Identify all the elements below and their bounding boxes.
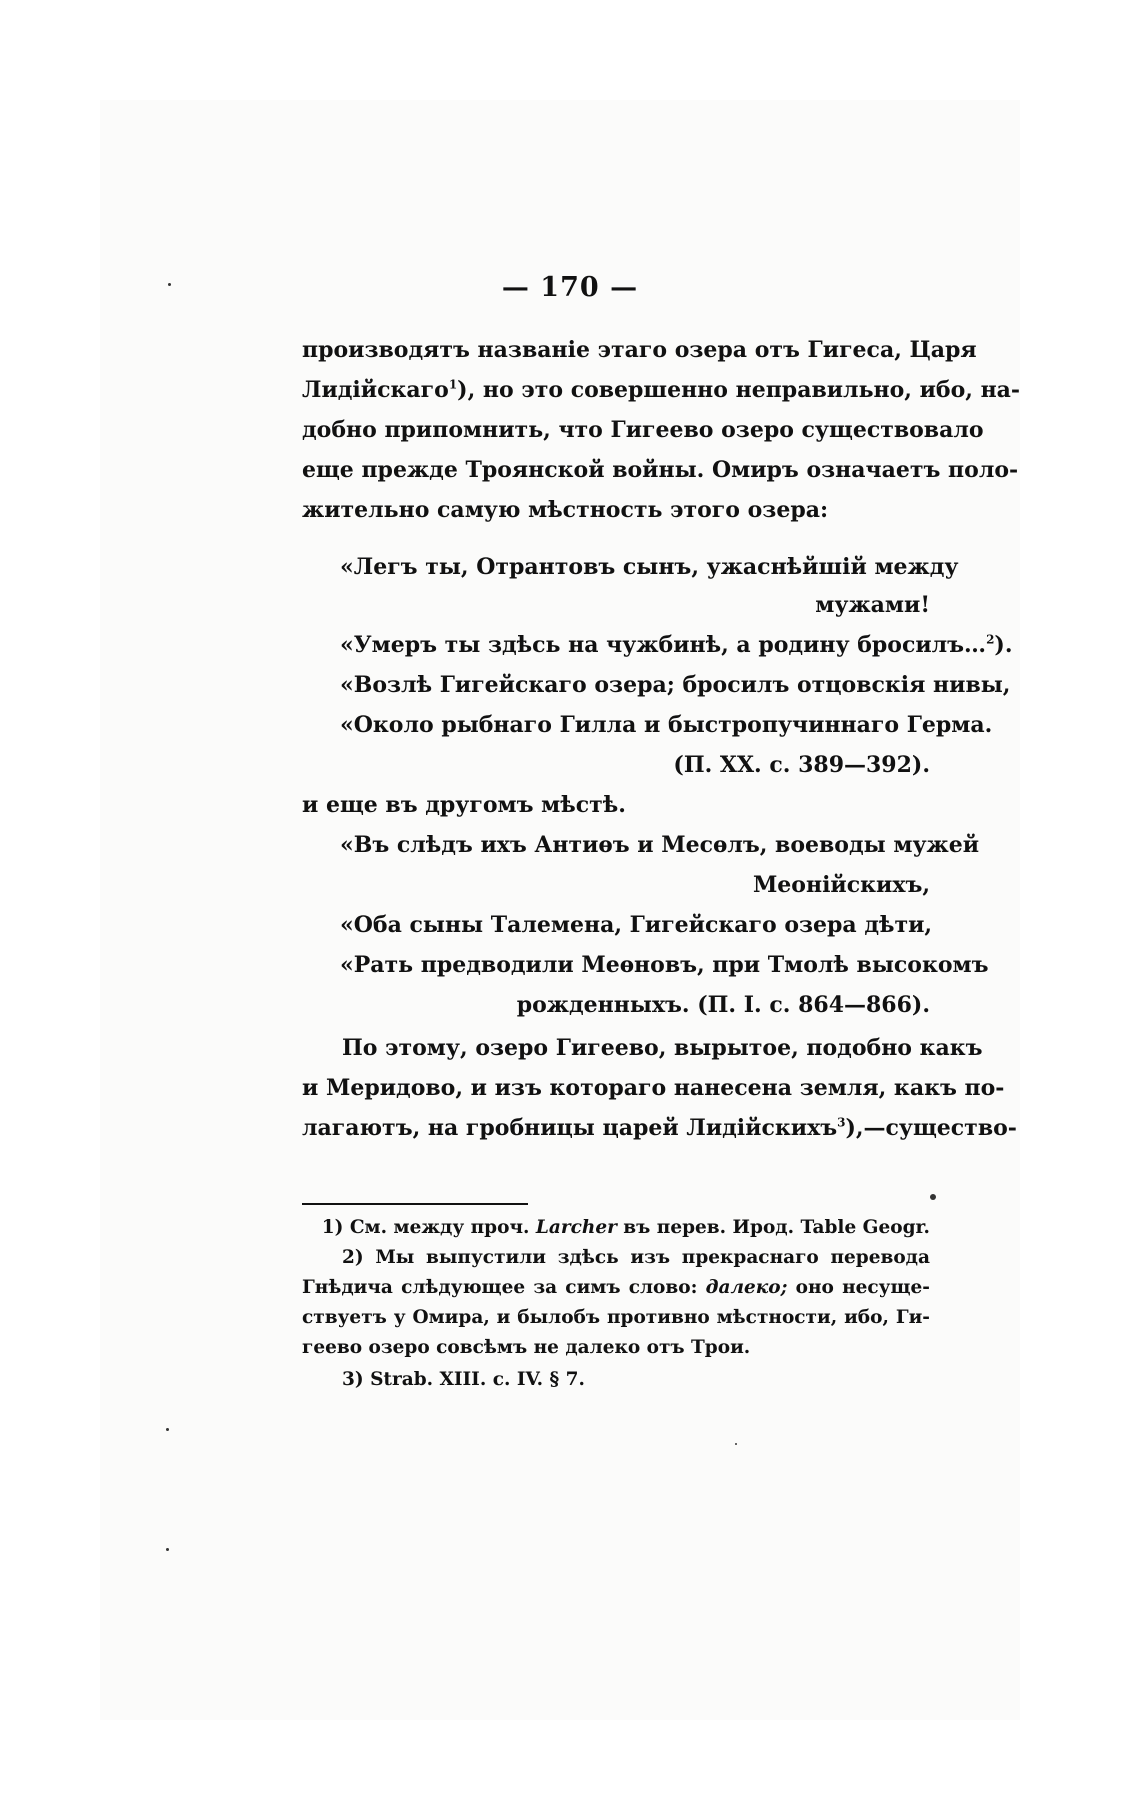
footnote-marker: 2 — [986, 632, 995, 647]
scan-speck — [735, 1443, 737, 1445]
verse-line: рожденныхъ. (П. I. с. 864—866). — [516, 992, 930, 1018]
verse-line: «Умеръ ты здѣсь на чужбинѣ, а родину бросилъ…$^2$). — [340, 632, 1013, 658]
text-line: жительно самую мѣстность этого озера: — [302, 497, 829, 523]
text-line: добно припомнить, что Гигеево озеро существовало — [302, 417, 984, 443]
text-line: По этому, озеро Гигеево, вырытое, подобно какъ — [342, 1035, 983, 1061]
verse-line: мужами! — [815, 592, 930, 618]
verse-line: «Около рыбнаго Гилла и быстропучиннаго Герма. — [340, 712, 993, 738]
scan-speck — [930, 1194, 936, 1200]
text-line: и еще въ другомъ мѣстѣ. — [302, 792, 626, 818]
footnote-2-cont: Гнѣдича слѣдующее за симъ слово: далеко; оно несуще- — [302, 1277, 930, 1298]
verse-line: «Рать предводили Меѳновъ, при Тмолѣ высокомъ — [340, 952, 989, 978]
verse-line: «Возлѣ Гигейскаго озера; бросилъ отцовскія нивы, — [340, 672, 1011, 698]
footnote-divider — [302, 1203, 528, 1205]
page-number: — 170 — — [501, 272, 639, 303]
footnote-2-cont: ствуетъ у Омира, и былобъ противно мѣстности, ибо, Ги- — [302, 1307, 930, 1328]
verse-line: «Въ слѣдъ ихъ Антиѳъ и Месѳлъ, воеводы мужей — [340, 832, 980, 858]
footnote-2: 2) Мы выпустили здѣсь изъ прекраснаго перевода — [342, 1247, 930, 1268]
footnote-1: 1) См. между проч. Larcher въ перев. Ирод. Table Geogr. — [321, 1217, 930, 1238]
verse-line: «Оба сыны Талемена, Гигейскаго озера дѣти, — [340, 912, 933, 938]
footnote-marker: 1 — [321, 1217, 335, 1238]
verse-line: Меонійскихъ, — [752, 872, 930, 898]
text-line: Лидійскаго$^1$), но это совершенно неправильно, ибо, на- — [302, 377, 1021, 403]
footnote-2-cont: геево озеро совсѣмъ не далеко отъ Трои. — [302, 1337, 751, 1358]
verse-reference: (П. XX. с. 389—392). — [673, 752, 930, 778]
text-line: лагаютъ, на гробницы царей Лидійскихъ$^3$),—существо- — [302, 1115, 1017, 1141]
text-line: и Меридово, и изъ котораго нанесена земля, какъ по- — [302, 1075, 1005, 1101]
footnote-3: 3) Strab. XIII. с. IV. § 7. — [342, 1369, 585, 1390]
scan-speck — [168, 283, 171, 286]
footnote-marker: 2 — [342, 1247, 355, 1268]
text-line: производятъ названіе этаго озера отъ Гигеса, Царя — [302, 337, 977, 363]
text-line: еще прежде Троянской войны. Омиръ означаетъ поло- — [302, 457, 1019, 483]
footnote-marker: 3 — [837, 1115, 846, 1130]
scan-speck — [166, 1428, 169, 1431]
verse-line: «Легъ ты, Отрантовъ сынъ, ужаснѣйшій между — [340, 554, 959, 580]
footnote-marker: 1 — [448, 377, 458, 392]
scan-speck — [166, 1548, 169, 1551]
footnote-marker: 3 — [342, 1369, 355, 1390]
